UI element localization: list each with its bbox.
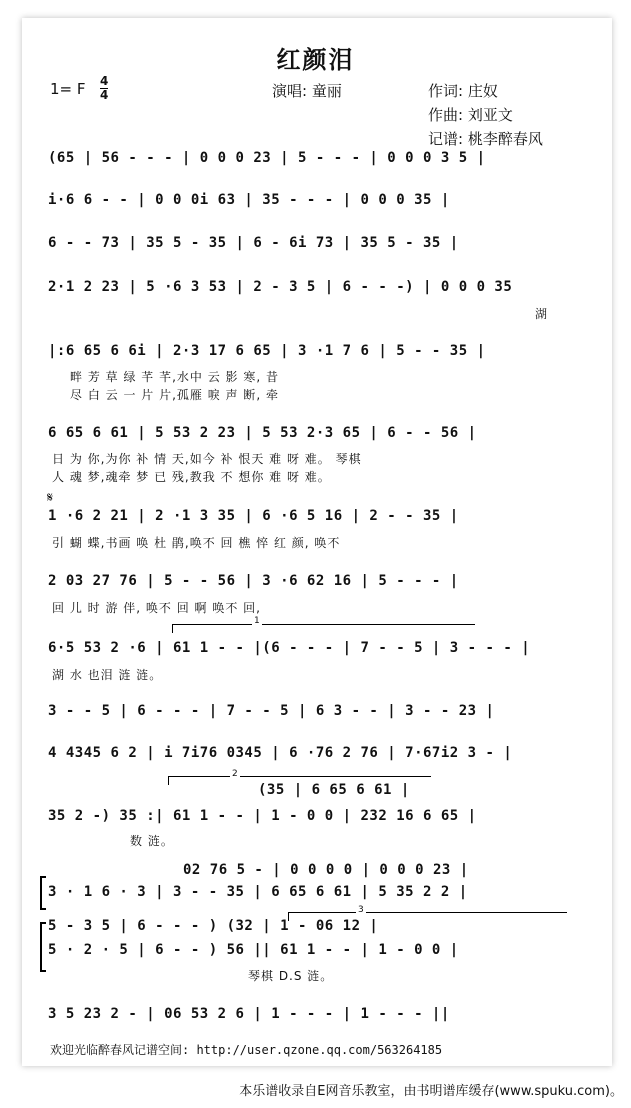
composer-credit: 作曲: 刘亚文: [428, 106, 513, 124]
lyric-line: 数 涟。: [130, 834, 174, 848]
notation-row: (35 | 6 65 6 61 |: [258, 782, 410, 798]
lyric-line: 人 魂 梦,魂牵 梦 已 残,教我 不 想你 难 呀 难。: [52, 470, 331, 484]
time-denominator: 4: [100, 88, 109, 102]
segno-icon: 𝄋: [47, 490, 54, 506]
lyric-line: 湖: [535, 307, 549, 321]
transcriber-credit: 记谱: 桃李醉春风: [428, 130, 543, 148]
time-signature: [100, 75, 108, 102]
volta-label-2: 2: [232, 769, 238, 779]
source-credit: 本乐谱收录自E网音乐教室，由书明谱库缓存(www.spuku.com)。: [239, 1084, 623, 1099]
lyric-line: 琴棋 D.S 涟。: [248, 969, 334, 983]
notation-row: 2 03 27 76 | 5 - - 56 | 3 ·6 62 16 | 5 - - - |: [48, 573, 459, 589]
lyric-line: 引 蝴 蝶,书画 唤 杜 鹃,唤不 回 樵 悴 红 颜, 唤不: [52, 536, 341, 550]
lyric-line: 畔 芳 草 绿 芊 芊,水中 云 影 寒, 昔: [70, 370, 279, 384]
notation-row: 6 65 6 61 | 5 53 2 23 | 5 53 2·3 65 | 6 - - 56 |: [48, 425, 477, 441]
footer-note: 欢迎光临醉春风记谱空间: http://user.qzone.qq.com/563264185: [50, 1043, 443, 1057]
notation-row: 6·5 53 2 ·6 | 61 1 - - |(6 - - - | 7 - - 5 | 3 - - - |: [48, 640, 531, 656]
lyricist-credit: 作词: 庄奴: [428, 82, 498, 100]
notation-row: 4 4345 6 2 | i 7i76 0345 | 6 ·76 2 76 | 7·67i2 3 - |: [48, 745, 513, 761]
notation-row: 2·1 2 23 | 5 ·6 3 53 | 2 - 3 5 | 6 - - -) | 0 0 0 35: [48, 279, 513, 295]
notation-row: 3 5 23 2 - | 06 53 2 6 | 1 - - - | 1 - - - ||: [48, 1006, 450, 1022]
song-title: 红颜泪: [276, 46, 355, 74]
volta-label-1: 1: [254, 616, 260, 626]
system-bracket: [40, 876, 46, 910]
time-numerator: 4: [100, 74, 109, 88]
volta-bracket-1: [172, 624, 475, 633]
singer-credit: 演唱: 童丽: [272, 82, 342, 100]
notation-row: 1 ·6 2 21 | 2 ·1 3 35 | 6 ·6 5 16 | 2 - - 35 |: [48, 508, 459, 524]
lyric-line: 日 为 你,为你 补 情 天,如今 补 恨天 难 呀 难。 琴棋: [52, 452, 362, 466]
notation-row: 3 · 1 6 · 3 | 3 - - 35 | 6 65 6 61 | 5 35 2 2 |: [48, 884, 468, 900]
lyric-line: 湖 水 也泪 涟 涟。: [52, 668, 163, 682]
key-signature: 1= F: [50, 80, 86, 98]
notation-row: 02 76 5 - | 0 0 0 0 | 0 0 0 23 |: [183, 862, 469, 878]
notation-row: 35 2 -) 35 :| 61 1 - - | 1 - 0 0 | 232 16 6 65 |: [48, 808, 477, 824]
notation-row: (65 | 56 - - - | 0 0 0 23 | 5 - - - | 0 0 0 3 5 |: [48, 150, 486, 166]
lyric-line: 回 儿 时 游 伴, 唤不 回 啊 唤不 回,: [52, 601, 261, 615]
volta-label-3: 3: [358, 905, 364, 915]
lyric-line: 尽 白 云 一 片 片,孤雁 唳 声 断, 牵: [70, 388, 279, 402]
notation-row: i·6 6 - - | 0 0 0i 63 | 35 - - - | 0 0 0 35 |: [48, 192, 450, 208]
notation-row: 3 - - 5 | 6 - - - | 7 - - 5 | 6 3 - - | 3 - - 23 |: [48, 703, 495, 719]
system-bracket: [40, 922, 46, 972]
notation-row: 6 - - 73 | 35 5 - 35 | 6 - 6i 73 | 35 5 - 35 |: [48, 235, 459, 251]
notation-row: 5 · 2 · 5 | 6 - - ) 56 || 61 1 - - | 1 - 0 0 |: [48, 942, 459, 958]
notation-row: |:6 65 6 6i | 2·3 17 6 65 | 3 ·1 7 6 | 5 - - 35 |: [48, 343, 486, 359]
notation-row: 5 - 3 5 | 6 - - - ) (32 | 1 - 06 12 |: [48, 918, 379, 934]
